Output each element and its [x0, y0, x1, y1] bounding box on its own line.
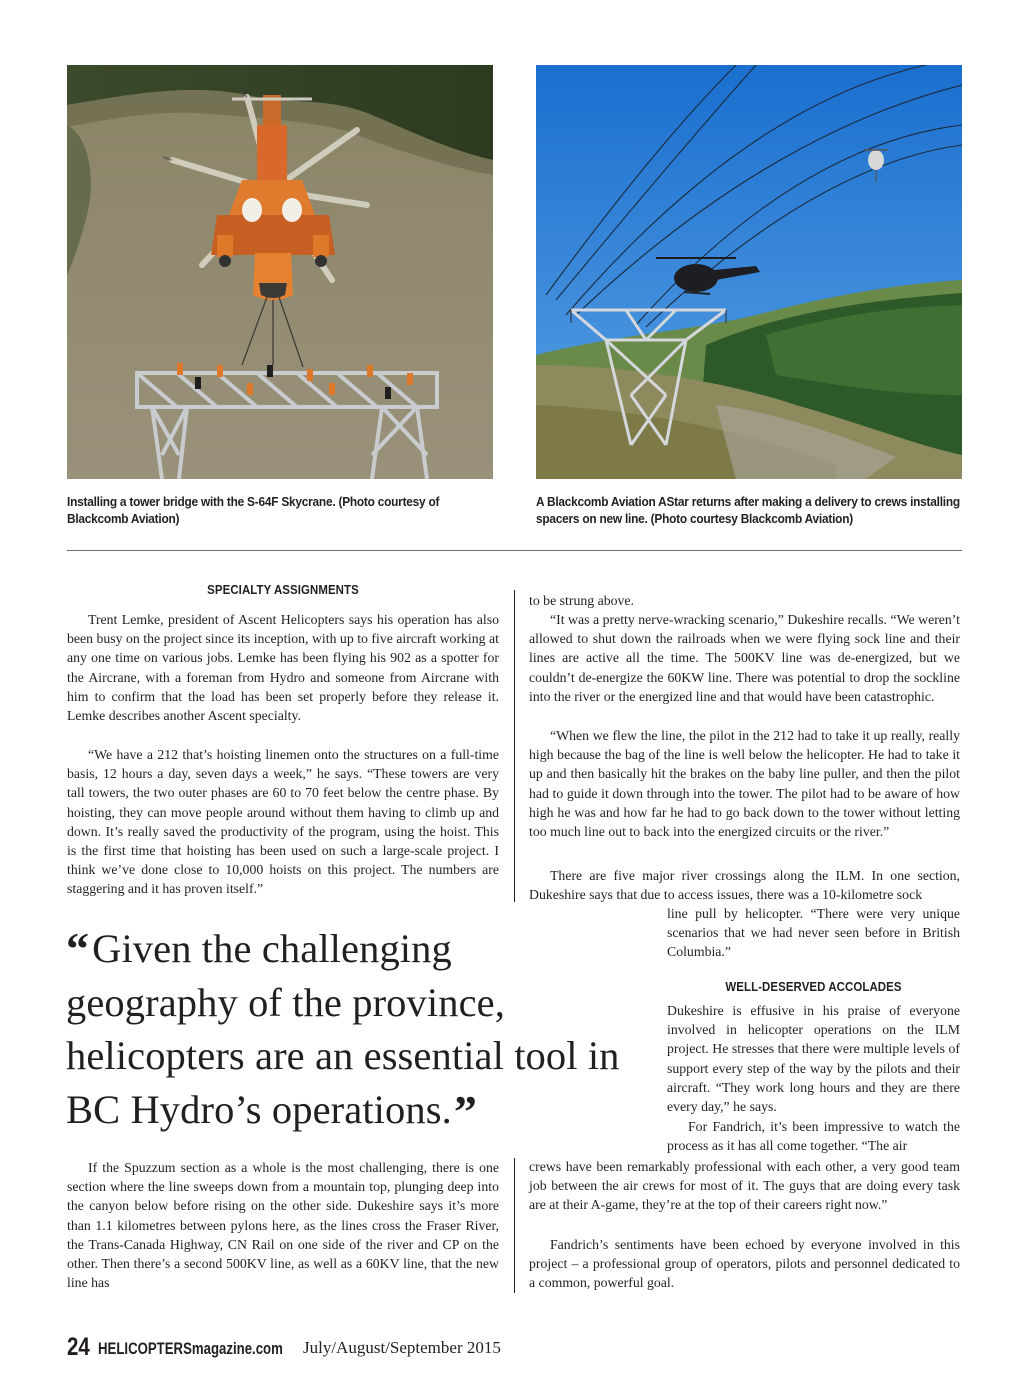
- body-paragraph: to be strung above.: [529, 593, 634, 608]
- body-paragraph: Trent Lemke, president of Ascent Helicopters says his operation has also been busy on the project since its inception, with up to five aircraft working at any one time on various jobs. Lemke has been flying his 902 as a spotter for the Aircrane, with a foreman from Hydro and someone from Aircrane with him to confirm that the load has been set properly before they release it. Lemke describes another Ascent specialty.: [67, 612, 499, 724]
- pull-quote-text: Given the challenging geography of the province, helicopters are an essential tool in BC Hydro’s operations.: [66, 926, 620, 1132]
- body-paragraph: For Fandrich, it’s been impressive to watch the process as it has all come together. “The air: [667, 1119, 960, 1154]
- heading-well-deserved-accolades: WELL-DESERVED ACCOLADES: [725, 979, 902, 994]
- footer-issue-date: July/August/September 2015: [303, 1338, 501, 1357]
- close-quote-mark: ”: [453, 1085, 477, 1137]
- heading-specialty-assignments: SPECIALTY ASSIGNMENTS: [207, 582, 359, 597]
- body-paragraph: “It was a pretty nerve-wracking scenario,” Dukeshire recalls. “We weren’t allowed to shut down the railroads when we were flying sock line and their lines are active all the time. The 500KV line was de-energized, but we couldn’t de-energize the 60KW line. There was potential to drop the sockline into the river or the energized line and that would have been catastrophic.: [529, 612, 960, 704]
- open-quote-mark: “: [66, 923, 90, 974]
- pull-quote: [66, 922, 626, 1136]
- body-paragraph: If the Spuzzum section as a whole is the most challenging, there is one section where the line sweeps down from a mountain top, plunging deep into the canyon below before rising on the other side. Dukeshire says it’s more than 1.1 kilometres between pylons here, as the lines cross the Fraser River, the Trans-Canada Highway, CN Rail on one side of the river and CP on the other. Then there’s a second 500KV line, as well as a 60KV line, that the new line has: [67, 1160, 499, 1291]
- caption-right: A Blackcomb Aviation AStar returns after making a delivery to crews installing spacers on new line. (Photo courtesy Blackcomb Aviation): [536, 494, 960, 526]
- body-paragraph: line pull by helicopter. “There were very unique scenarios that we had never seen before in British Columbia.”: [667, 906, 960, 960]
- body-paragraph: “When we flew the line, the pilot in the 212 had to take it up really, really high because the bag of the line is well below the helicopter. He had to take it up and then basically hit the brakes on the baby line puller, and then the pilot had to guide it down through into the tower. The pilot had to be aware of how high he was and how far he had to go back down to the tower without letting too much line out to back into the energized circuits or the river.”: [529, 728, 960, 840]
- photo-astar: [536, 65, 962, 479]
- footer-site-name: HELICOPTERSmagazine.com: [98, 1340, 283, 1358]
- horizontal-divider: [67, 550, 962, 551]
- skycrane-photo-illustration: [67, 65, 493, 479]
- body-paragraph: There are five major river crossings along the ILM. In one section, Dukeshire says that due to access issues, there was a 10-kilometre sock: [529, 868, 960, 903]
- body-paragraph: crews have been remarkably professional with each other, a very good team job between the air crews for most of it. The guys that are doing every task are at their A-game, they’re at the top of their careers right now.”: [529, 1159, 960, 1213]
- astar-photo-illustration: [536, 65, 962, 479]
- column-divider-bottom: [514, 1158, 515, 1293]
- caption-left: Installing a tower bridge with the S-64F Skycrane. (Photo courtesy of Blackcomb Aviation): [67, 494, 440, 526]
- photo-skycrane: [67, 65, 493, 479]
- page-number: 24: [67, 1333, 90, 1361]
- body-paragraph: “We have a 212 that’s hoisting linemen onto the structures on a full-time basis, 12 hours a day, seven days a week,” he says. “These towers are very tall towers, the two outer phases are 60 to 70 feet below the centre phase. By hoisting, they can move people around without them having to climb up and down. It’s really saved the productivity of the program, using the hoist. This is the first time that hoisting has been used on such a large-scale project. I think we’ve done close to 10,000 hoists on this project. The numbers are staggering and it has proven itself.”: [67, 747, 499, 897]
- body-paragraph: Dukeshire is effusive in his praise of everyone involved in helicopter operations on the ILM project. He stresses that there were multiple levels of support every step of the way by the pilots and their aircraft. “They work long hours and they are there every day,” he says.: [667, 1003, 960, 1115]
- body-paragraph: Fandrich’s sentiments have been echoed by everyone involved in this project – a professional group of operators, pilots and personnel dedicated to a common, powerful goal.: [529, 1237, 960, 1291]
- column-divider-top: [514, 590, 515, 902]
